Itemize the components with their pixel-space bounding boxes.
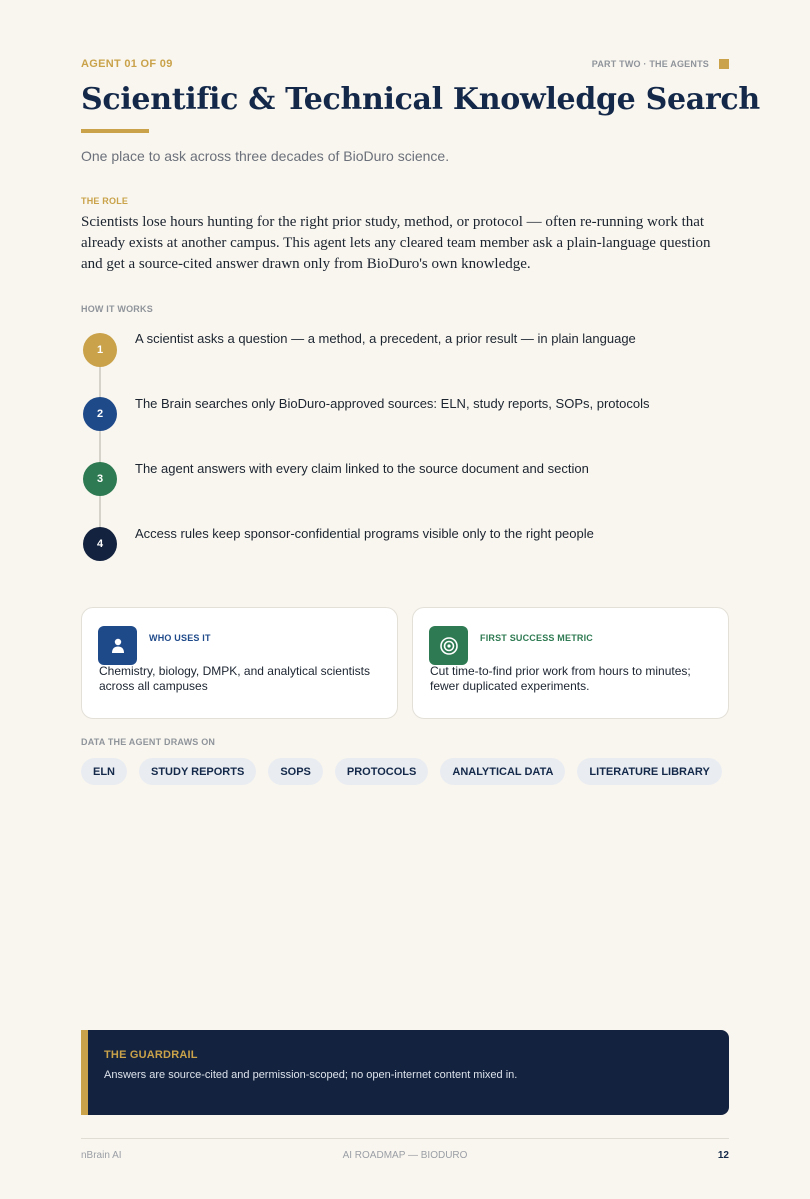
card-title: WHO USES IT [149, 633, 211, 643]
who-uses-it-card [81, 607, 398, 719]
agent-eyebrow: AGENT 01 OF 09 [81, 58, 173, 70]
how-it-works-label: HOW IT WORKS [81, 304, 153, 314]
data-source-chip-analytical-data: ANALYTICAL DATA [440, 758, 565, 785]
guardrail-title: THE GUARDRAIL [104, 1049, 198, 1061]
guardrail-text: Answers are source-cited and permission-scoped; no open-internet content mixed in. [104, 1069, 518, 1081]
gold-square-icon [719, 59, 729, 69]
step-text-1: A scientist asks a question — a method, a precedent, a prior result — in plain language [135, 331, 636, 346]
guardrail-accent-bar [81, 1030, 88, 1115]
data-source-chip-study-reports: STUDY REPORTS [139, 758, 256, 785]
section-tag-label: PART TWO · THE AGENTS [591, 59, 709, 69]
data-source-chip-protocols: PROTOCOLS [335, 758, 428, 785]
steps-connector-line [99, 360, 101, 545]
footer-document-title: AI ROADMAP — BIODURO [342, 1150, 468, 1161]
step-number-3: 3 [83, 462, 117, 496]
step-number-1: 1 [83, 333, 117, 367]
title-underline [81, 129, 149, 133]
page-title: Scientific & Technical Knowledge Search [81, 82, 760, 117]
step-number-2: 2 [83, 397, 117, 431]
page-header [81, 58, 729, 72]
user-icon [98, 626, 137, 665]
data-source-chip-literature-library: LITERATURE LIBRARY [577, 758, 721, 785]
data-source-chips [81, 758, 722, 785]
card-text: Cut time-to-find prior work from hours to minutes; fewer duplicated experiments. [430, 664, 691, 693]
role-description: Scientists lose hours hunting for the right prior study, method, or protocol — often re-running work that already exists at another campus. This agent lets any cleared team member ask a plain-language question and get a source-cited answer drawn only from BioDuro's own knowledge. [81, 214, 711, 272]
card-title: FIRST SUCCESS METRIC [480, 633, 594, 643]
data-source-chip-sops: SOPS [268, 758, 323, 785]
step-text-2: The Brain searches only BioDuro-approved sources: ELN, study reports, SOPs, protocols [135, 396, 650, 411]
step-text-4: Access rules keep sponsor-confidential programs visible only to the right people [135, 526, 594, 541]
first-success-metric-card [412, 607, 729, 719]
page-number: 12 [717, 1150, 729, 1161]
footer-divider [81, 1138, 729, 1139]
role-label: THE ROLE [81, 196, 129, 206]
page-subtitle: One place to ask across three decades of BioDuro science. [81, 148, 450, 164]
data-source-chip-eln: ELN [81, 758, 127, 785]
card-text: Chemistry, biology, DMPK, and analytical scientists across all campuses [99, 664, 370, 693]
step-number-4: 4 [83, 527, 117, 561]
step-text-3: The agent answers with every claim linked to the source document and section [135, 461, 589, 476]
target-icon [429, 626, 468, 665]
guardrail-panel [81, 1030, 729, 1115]
section-tag [592, 59, 729, 69]
data-sources-label: DATA THE AGENT DRAWS ON [81, 737, 216, 747]
footer-brand: nBrain AI [81, 1150, 122, 1161]
